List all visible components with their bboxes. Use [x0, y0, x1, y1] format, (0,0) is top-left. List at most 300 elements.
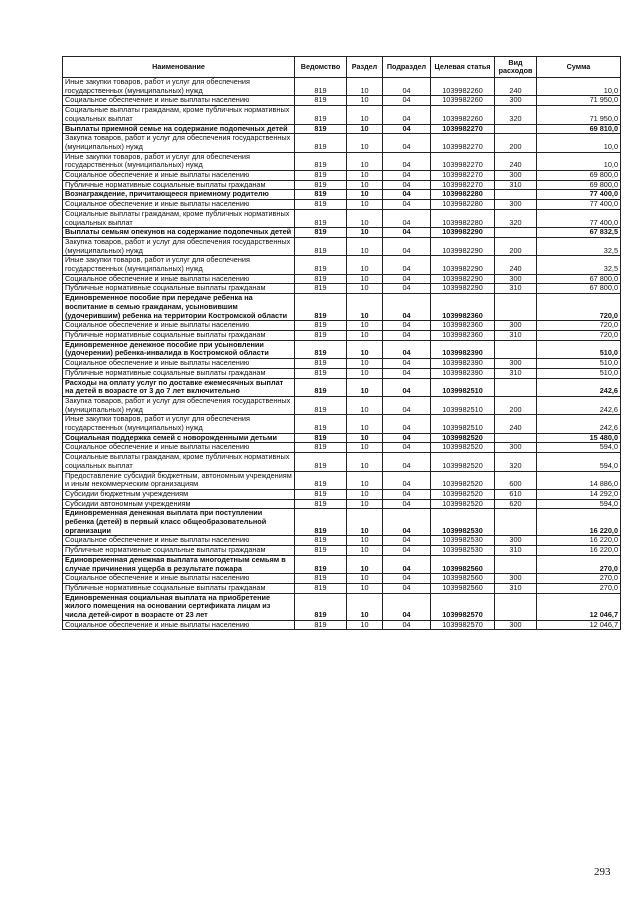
- row-sum: 242,6: [537, 415, 621, 433]
- table-row: [63, 546, 621, 556]
- row-podrazdel: 04: [383, 330, 431, 340]
- row-razdel: 10: [347, 433, 383, 443]
- row-vedomstvo: 819: [295, 555, 347, 573]
- row-podrazdel: 04: [383, 499, 431, 509]
- header-razdel: Раздел: [347, 57, 383, 78]
- row-target-article: 1039982260: [431, 106, 495, 124]
- row-name: Закупка товаров, работ и услуг для обеспечения государственных (муниципальных) нужд: [63, 396, 295, 414]
- table-row: [63, 134, 621, 152]
- row-name: Выплаты семьям опекунов на содержание подопечных детей: [63, 228, 295, 238]
- row-target-article: 1039982280: [431, 200, 495, 210]
- row-podrazdel: 04: [383, 321, 431, 331]
- row-vedomstvo: 819: [295, 359, 347, 369]
- row-name: Публичные нормативные социальные выплаты гражданам: [63, 368, 295, 378]
- table-row: [63, 330, 621, 340]
- row-vedomstvo: 819: [295, 509, 347, 536]
- row-razdel: 10: [347, 96, 383, 106]
- row-razdel: 10: [347, 294, 383, 321]
- row-podrazdel: 04: [383, 546, 431, 556]
- row-podrazdel: 04: [383, 574, 431, 584]
- row-expense-type: 610: [495, 489, 537, 499]
- row-podrazdel: 04: [383, 433, 431, 443]
- row-expense-type: 310: [495, 583, 537, 593]
- row-podrazdel: 04: [383, 190, 431, 200]
- row-razdel: 10: [347, 536, 383, 546]
- row-podrazdel: 04: [383, 294, 431, 321]
- row-name: Вознаграждение, причитающееся приемному родителю: [63, 190, 295, 200]
- row-vedomstvo: 819: [295, 106, 347, 124]
- row-vedomstvo: 819: [295, 593, 347, 620]
- row-expense-type: 620: [495, 499, 537, 509]
- table-row: [63, 396, 621, 414]
- table-row: [63, 415, 621, 433]
- row-vedomstvo: 819: [295, 284, 347, 294]
- row-target-article: 1039982560: [431, 583, 495, 593]
- row-razdel: 10: [347, 453, 383, 471]
- row-sum: 720,0: [537, 330, 621, 340]
- row-target-article: 1039982260: [431, 96, 495, 106]
- row-expense-type: 200: [495, 134, 537, 152]
- row-podrazdel: 04: [383, 256, 431, 274]
- header-name: Наименование: [63, 57, 295, 78]
- row-name: Социальное обеспечение и иные выплаты населению: [63, 536, 295, 546]
- row-expense-type: 320: [495, 453, 537, 471]
- row-sum: 32,5: [537, 237, 621, 255]
- row-target-article: 1039982570: [431, 620, 495, 630]
- row-sum: 67 800,0: [537, 274, 621, 284]
- row-vedomstvo: 819: [295, 274, 347, 284]
- row-expense-type: 320: [495, 106, 537, 124]
- table-row: [63, 593, 621, 620]
- row-expense-type: 310: [495, 284, 537, 294]
- row-podrazdel: 04: [383, 396, 431, 414]
- row-podrazdel: 04: [383, 237, 431, 255]
- row-expense-type: [495, 509, 537, 536]
- row-expense-type: [495, 593, 537, 620]
- row-vedomstvo: 819: [295, 134, 347, 152]
- row-podrazdel: 04: [383, 106, 431, 124]
- row-target-article: 1039982520: [431, 489, 495, 499]
- row-sum: 69 800,0: [537, 171, 621, 181]
- row-expense-type: 300: [495, 620, 537, 630]
- row-name: Закупка товаров, работ и услуг для обеспечения государственных (муниципальных) нужд: [63, 134, 295, 152]
- row-sum: 510,0: [537, 340, 621, 358]
- row-sum: 10,0: [537, 78, 621, 96]
- row-razdel: 10: [347, 284, 383, 294]
- row-name: Публичные нормативные социальные выплаты гражданам: [63, 583, 295, 593]
- row-expense-type: 300: [495, 200, 537, 210]
- table-row: [63, 574, 621, 584]
- table-row: [63, 453, 621, 471]
- row-vedomstvo: 819: [295, 499, 347, 509]
- row-name: Социальные выплаты гражданам, кроме публичных нормативных социальных выплат: [63, 106, 295, 124]
- row-target-article: 1039982360: [431, 294, 495, 321]
- row-expense-type: 300: [495, 96, 537, 106]
- row-sum: 15 480,0: [537, 433, 621, 443]
- row-razdel: 10: [347, 274, 383, 284]
- row-target-article: 1039982520: [431, 471, 495, 489]
- row-podrazdel: 04: [383, 274, 431, 284]
- row-razdel: 10: [347, 499, 383, 509]
- row-sum: 242,6: [537, 396, 621, 414]
- row-razdel: 10: [347, 256, 383, 274]
- table-row: [63, 489, 621, 499]
- row-razdel: 10: [347, 593, 383, 620]
- row-expense-type: 310: [495, 330, 537, 340]
- row-razdel: 10: [347, 415, 383, 433]
- row-name: Социальное обеспечение и иные выплаты населению: [63, 574, 295, 584]
- table-row: [63, 509, 621, 536]
- row-razdel: 10: [347, 555, 383, 573]
- table-row: [63, 256, 621, 274]
- row-podrazdel: 04: [383, 593, 431, 620]
- table-row: [63, 209, 621, 227]
- row-vedomstvo: 819: [295, 209, 347, 227]
- table-row: [63, 152, 621, 170]
- row-expense-type: 200: [495, 396, 537, 414]
- row-vedomstvo: 819: [295, 171, 347, 181]
- row-vedomstvo: 819: [295, 546, 347, 556]
- row-razdel: 10: [347, 200, 383, 210]
- row-vedomstvo: 819: [295, 368, 347, 378]
- row-name: Единовременная денежная выплата многодетным семьям в случае причинения ущерба в результате пожара: [63, 555, 295, 573]
- row-target-article: 1039982520: [431, 499, 495, 509]
- row-podrazdel: 04: [383, 78, 431, 96]
- row-sum: 270,0: [537, 555, 621, 573]
- row-vedomstvo: 819: [295, 321, 347, 331]
- row-expense-type: 300: [495, 536, 537, 546]
- row-razdel: 10: [347, 396, 383, 414]
- row-razdel: 10: [347, 209, 383, 227]
- row-podrazdel: 04: [383, 378, 431, 396]
- row-name: Иные закупки товаров, работ и услуг для обеспечения государственных (муниципальных) нужд: [63, 78, 295, 96]
- row-expense-type: 300: [495, 574, 537, 584]
- row-target-article: 1039982520: [431, 433, 495, 443]
- row-vedomstvo: 819: [295, 237, 347, 255]
- row-vedomstvo: 819: [295, 433, 347, 443]
- row-razdel: 10: [347, 190, 383, 200]
- row-podrazdel: 04: [383, 555, 431, 573]
- header-podrazdel: Подраздел: [383, 57, 431, 78]
- row-razdel: 10: [347, 340, 383, 358]
- row-target-article: 1039982290: [431, 274, 495, 284]
- row-name: Публичные нормативные социальные выплаты гражданам: [63, 284, 295, 294]
- row-sum: 720,0: [537, 321, 621, 331]
- row-razdel: 10: [347, 574, 383, 584]
- row-vedomstvo: 819: [295, 180, 347, 190]
- row-razdel: 10: [347, 106, 383, 124]
- row-razdel: 10: [347, 583, 383, 593]
- row-name: Выплаты приемной семье на содержание подопечных детей: [63, 124, 295, 134]
- row-expense-type: 240: [495, 256, 537, 274]
- table-row: [63, 340, 621, 358]
- row-podrazdel: 04: [383, 209, 431, 227]
- row-vedomstvo: 819: [295, 78, 347, 96]
- row-sum: 242,6: [537, 378, 621, 396]
- row-vedomstvo: 819: [295, 443, 347, 453]
- row-razdel: 10: [347, 489, 383, 499]
- row-expense-type: 310: [495, 368, 537, 378]
- row-sum: 270,0: [537, 574, 621, 584]
- row-vedomstvo: 819: [295, 536, 347, 546]
- row-razdel: 10: [347, 171, 383, 181]
- row-razdel: 10: [347, 471, 383, 489]
- row-podrazdel: 04: [383, 443, 431, 453]
- row-name: Иные закупки товаров, работ и услуг для обеспечения государственных (муниципальных) нужд: [63, 256, 295, 274]
- row-sum: 510,0: [537, 359, 621, 369]
- row-target-article: 1039982520: [431, 443, 495, 453]
- row-podrazdel: 04: [383, 359, 431, 369]
- row-sum: 10,0: [537, 152, 621, 170]
- row-target-article: 1039982270: [431, 124, 495, 134]
- row-podrazdel: 04: [383, 171, 431, 181]
- table-row: [63, 237, 621, 255]
- row-target-article: 1039982390: [431, 359, 495, 369]
- row-podrazdel: 04: [383, 620, 431, 630]
- row-target-article: 1039982510: [431, 396, 495, 414]
- row-podrazdel: 04: [383, 96, 431, 106]
- budget-table-sheet: [62, 56, 620, 630]
- header-vedomstvo: Ведомство: [295, 57, 347, 78]
- row-vedomstvo: 819: [295, 340, 347, 358]
- row-vedomstvo: 819: [295, 330, 347, 340]
- row-target-article: 1039982530: [431, 509, 495, 536]
- row-expense-type: [495, 340, 537, 358]
- row-target-article: 1039982510: [431, 378, 495, 396]
- row-razdel: 10: [347, 330, 383, 340]
- row-name: Иные закупки товаров, работ и услуг для обеспечения государственных (муниципальных) нужд: [63, 152, 295, 170]
- row-expense-type: 300: [495, 321, 537, 331]
- row-name: Социальное обеспечение и иные выплаты населению: [63, 620, 295, 630]
- row-razdel: 10: [347, 359, 383, 369]
- row-podrazdel: 04: [383, 340, 431, 358]
- row-expense-type: 240: [495, 78, 537, 96]
- row-name: Социальное обеспечение и иные выплаты населению: [63, 443, 295, 453]
- row-target-article: 1039982270: [431, 180, 495, 190]
- row-name: Социальные выплаты гражданам, кроме публичных нормативных социальных выплат: [63, 209, 295, 227]
- row-expense-type: 300: [495, 171, 537, 181]
- row-sum: 71 950,0: [537, 106, 621, 124]
- budget-table: [62, 56, 621, 630]
- row-name: Социальная поддержка семей с новорожденными детьми: [63, 433, 295, 443]
- table-row: [63, 359, 621, 369]
- row-podrazdel: 04: [383, 124, 431, 134]
- row-target-article: 1039982260: [431, 78, 495, 96]
- row-razdel: 10: [347, 152, 383, 170]
- row-vedomstvo: 819: [295, 228, 347, 238]
- row-target-article: 1039982510: [431, 415, 495, 433]
- row-razdel: 10: [347, 546, 383, 556]
- row-target-article: 1039982390: [431, 340, 495, 358]
- row-sum: 12 046,7: [537, 593, 621, 620]
- row-expense-type: [495, 228, 537, 238]
- row-name: Единовременное денежное пособие при усыновлении (удочерении) ребенка-инвалида в Костромской области: [63, 340, 295, 358]
- row-podrazdel: 04: [383, 368, 431, 378]
- row-sum: 32,5: [537, 256, 621, 274]
- row-name: Публичные нормативные социальные выплаты гражданам: [63, 546, 295, 556]
- row-target-article: 1039982560: [431, 574, 495, 584]
- row-vedomstvo: 819: [295, 200, 347, 210]
- row-expense-type: 310: [495, 546, 537, 556]
- row-name: Расходы на оплату услуг по доставке ежемесячных выплат на детей в возрасте от 3 до 7 лет включительно: [63, 378, 295, 396]
- row-podrazdel: 04: [383, 489, 431, 499]
- row-podrazdel: 04: [383, 284, 431, 294]
- row-sum: 71 950,0: [537, 96, 621, 106]
- table-row: [63, 228, 621, 238]
- row-vedomstvo: 819: [295, 294, 347, 321]
- row-target-article: 1039982270: [431, 171, 495, 181]
- row-podrazdel: 04: [383, 152, 431, 170]
- row-name: Единовременная денежная выплата при поступлении ребенка (детей) в первый класс общеобразовательной организации: [63, 509, 295, 536]
- row-podrazdel: 04: [383, 180, 431, 190]
- row-sum: 594,0: [537, 453, 621, 471]
- row-vedomstvo: 819: [295, 152, 347, 170]
- row-name: Единовременная социальная выплата на приобретение жилого помещения на основании сертификата лицам из числа детей-сирот в возрасте от 23 лет: [63, 593, 295, 620]
- row-expense-type: 240: [495, 152, 537, 170]
- row-razdel: 10: [347, 134, 383, 152]
- row-vedomstvo: 819: [295, 620, 347, 630]
- row-target-article: 1039982560: [431, 555, 495, 573]
- row-expense-type: 300: [495, 443, 537, 453]
- row-name: Иные закупки товаров, работ и услуг для обеспечения государственных (муниципальных) нужд: [63, 415, 295, 433]
- row-target-article: 1039982360: [431, 321, 495, 331]
- row-vedomstvo: 819: [295, 453, 347, 471]
- row-target-article: 1039982520: [431, 453, 495, 471]
- row-podrazdel: 04: [383, 471, 431, 489]
- row-expense-type: 240: [495, 415, 537, 433]
- row-target-article: 1039982290: [431, 237, 495, 255]
- row-vedomstvo: 819: [295, 256, 347, 274]
- table-row: [63, 583, 621, 593]
- row-target-article: 1039982270: [431, 134, 495, 152]
- row-sum: 16 220,0: [537, 536, 621, 546]
- row-razdel: 10: [347, 321, 383, 331]
- table-row: [63, 620, 621, 630]
- row-target-article: 1039982290: [431, 228, 495, 238]
- row-sum: 14 886,0: [537, 471, 621, 489]
- row-sum: 720,0: [537, 294, 621, 321]
- row-podrazdel: 04: [383, 509, 431, 536]
- header-expense-type: Вид расходов: [495, 57, 537, 78]
- row-target-article: 1039982530: [431, 536, 495, 546]
- table-row: [63, 78, 621, 96]
- table-row: [63, 378, 621, 396]
- row-razdel: 10: [347, 620, 383, 630]
- row-sum: 69 800,0: [537, 180, 621, 190]
- row-sum: 67 800,0: [537, 284, 621, 294]
- row-razdel: 10: [347, 443, 383, 453]
- row-vedomstvo: 819: [295, 396, 347, 414]
- row-podrazdel: 04: [383, 453, 431, 471]
- row-target-article: 1039982290: [431, 284, 495, 294]
- row-podrazdel: 04: [383, 200, 431, 210]
- row-name: Социальное обеспечение и иные выплаты населению: [63, 200, 295, 210]
- table-row: [63, 555, 621, 573]
- table-row: [63, 171, 621, 181]
- row-sum: 16 220,0: [537, 546, 621, 556]
- row-sum: 510,0: [537, 368, 621, 378]
- row-expense-type: [495, 555, 537, 573]
- row-sum: 69 810,0: [537, 124, 621, 134]
- row-sum: 14 292,0: [537, 489, 621, 499]
- row-name: Субсидии автономным учреждениям: [63, 499, 295, 509]
- table-row: [63, 200, 621, 210]
- table-row: [63, 106, 621, 124]
- row-vedomstvo: 819: [295, 574, 347, 584]
- row-vedomstvo: 819: [295, 489, 347, 499]
- row-razdel: 10: [347, 237, 383, 255]
- row-expense-type: 310: [495, 180, 537, 190]
- row-name: Закупка товаров, работ и услуг для обеспечения государственных (муниципальных) нужд: [63, 237, 295, 255]
- row-podrazdel: 04: [383, 228, 431, 238]
- row-name: Социальное обеспечение и иные выплаты населению: [63, 171, 295, 181]
- row-vedomstvo: 819: [295, 378, 347, 396]
- row-name: Субсидии бюджетным учреждениям: [63, 489, 295, 499]
- row-vedomstvo: 819: [295, 471, 347, 489]
- row-sum: 10,0: [537, 134, 621, 152]
- row-razdel: 10: [347, 180, 383, 190]
- row-expense-type: 600: [495, 471, 537, 489]
- table-header-row: [63, 57, 621, 78]
- row-name: Публичные нормативные социальные выплаты гражданам: [63, 180, 295, 190]
- row-vedomstvo: 819: [295, 124, 347, 134]
- row-target-article: 1039982280: [431, 190, 495, 200]
- row-name: Публичные нормативные социальные выплаты гражданам: [63, 330, 295, 340]
- row-vedomstvo: 819: [295, 415, 347, 433]
- row-vedomstvo: 819: [295, 583, 347, 593]
- row-sum: 77 400,0: [537, 190, 621, 200]
- row-target-article: 1039982360: [431, 330, 495, 340]
- row-sum: 594,0: [537, 443, 621, 453]
- row-podrazdel: 04: [383, 134, 431, 152]
- row-sum: 594,0: [537, 499, 621, 509]
- row-target-article: 1039982280: [431, 209, 495, 227]
- row-sum: 67 832,5: [537, 228, 621, 238]
- row-name: Единовременное пособие при передаче ребенка на воспитание в семью гражданам, усыновившим (удочерившим) ребенка на территории Костромской области: [63, 294, 295, 321]
- row-target-article: 1039982290: [431, 256, 495, 274]
- row-razdel: 10: [347, 378, 383, 396]
- row-expense-type: 300: [495, 274, 537, 284]
- table-row: [63, 294, 621, 321]
- row-name: Социальное обеспечение и иные выплаты населению: [63, 274, 295, 284]
- row-expense-type: 300: [495, 359, 537, 369]
- row-sum: 77 400,0: [537, 209, 621, 227]
- row-name: Предоставление субсидий бюджетным, автономным учреждениям и иным некоммерческим организациям: [63, 471, 295, 489]
- row-expense-type: [495, 378, 537, 396]
- row-target-article: 1039982390: [431, 368, 495, 378]
- row-expense-type: 320: [495, 209, 537, 227]
- row-razdel: 10: [347, 368, 383, 378]
- row-target-article: 1039982570: [431, 593, 495, 620]
- row-name: Социальное обеспечение и иные выплаты населению: [63, 321, 295, 331]
- row-name: Социальные выплаты гражданам, кроме публичных нормативных социальных выплат: [63, 453, 295, 471]
- row-expense-type: 200: [495, 237, 537, 255]
- row-name: Социальное обеспечение и иные выплаты населению: [63, 96, 295, 106]
- row-razdel: 10: [347, 78, 383, 96]
- table-row: [63, 368, 621, 378]
- row-name: Социальное обеспечение и иные выплаты населению: [63, 359, 295, 369]
- row-sum: 77 400,0: [537, 200, 621, 210]
- table-body: [63, 78, 621, 630]
- row-sum: 16 220,0: [537, 509, 621, 536]
- page-number: 293: [594, 866, 611, 878]
- row-expense-type: [495, 124, 537, 134]
- table-row: [63, 471, 621, 489]
- row-podrazdel: 04: [383, 536, 431, 546]
- row-podrazdel: 04: [383, 415, 431, 433]
- row-podrazdel: 04: [383, 583, 431, 593]
- row-expense-type: [495, 294, 537, 321]
